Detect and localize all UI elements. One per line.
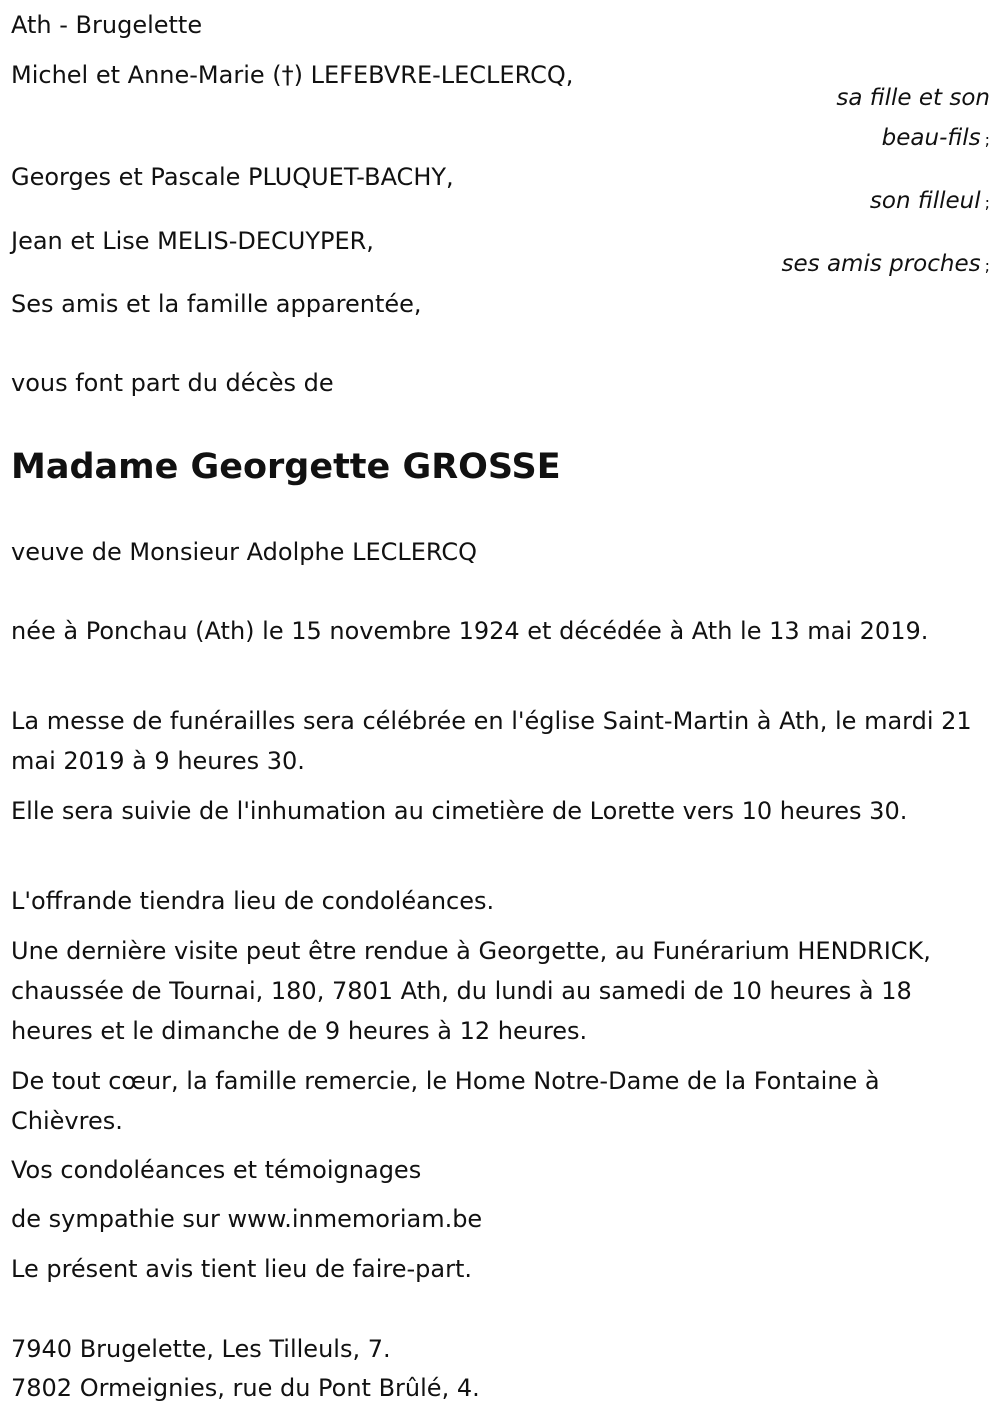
- address-line: 7802 Ormeignies, rue du Pont Brûlé, 4.: [11, 1374, 480, 1402]
- family-relation: ses amis proches ;: [781, 251, 990, 277]
- paragraph-funeral-mass: La messe de funérailles sera célébrée en l'église Saint-Martin à Ath, le mardi 21 mai 2019 à 9 heures 30.: [11, 707, 972, 775]
- paragraph-offering: L'offrande tiendra lieu de condoléances.: [11, 887, 495, 915]
- family-member-names: Jean et Lise MELIS-DECUYPER,: [11, 227, 374, 255]
- announcement-intro: vous font part du décès de: [11, 369, 334, 397]
- family-member-names: Michel et Anne-Marie (†) LEFEBVRE-LECLERCQ,: [11, 61, 574, 89]
- paragraph-visitation: Une dernière visite peut être rendue à Georgette, au Funérarium HENDRICK, chaussée de Tournai, 180, 7801 Ath, du lundi au samedi de 10 heures à 18 heures et le dimanche de 9 heures à 12 heures.: [11, 937, 931, 1045]
- condolences-line: Vos condoléances et témoignages: [11, 1156, 422, 1184]
- paragraph-burial: Elle sera suivie de l'inhumation au cimetière de Lorette vers 10 heures 30.: [11, 797, 908, 825]
- family-relation: son filleul ;: [869, 188, 990, 214]
- location-header: Ath - Brugelette: [11, 11, 203, 39]
- paragraph-thanks: De tout cœur, la famille remercie, le Home Notre-Dame de la Fontaine à Chièvres.: [11, 1067, 880, 1135]
- notice-line: Le présent avis tient lieu de faire-part.: [11, 1255, 473, 1283]
- condolences-website-line: de sympathie sur www.inmemoriam.be: [11, 1205, 483, 1233]
- family-member-names: Ses amis et la famille apparentée,: [11, 290, 422, 318]
- family-member-names: Georges et Pascale PLUQUET-BACHY,: [11, 163, 454, 191]
- spouse-line: veuve de Monsieur Adolphe LECLERCQ: [11, 538, 478, 566]
- address-line: 7940 Brugelette, Les Tilleuls, 7.: [11, 1335, 391, 1363]
- deceased-name: Madame Georgette GROSSE: [11, 447, 561, 487]
- family-relation: sa fille et son: [836, 85, 990, 111]
- family-relation: beau-fils ;: [881, 125, 990, 151]
- paragraph-birth-death: née à Ponchau (Ath) le 15 novembre 1924 et décédée à Ath le 13 mai 2019.: [11, 617, 929, 645]
